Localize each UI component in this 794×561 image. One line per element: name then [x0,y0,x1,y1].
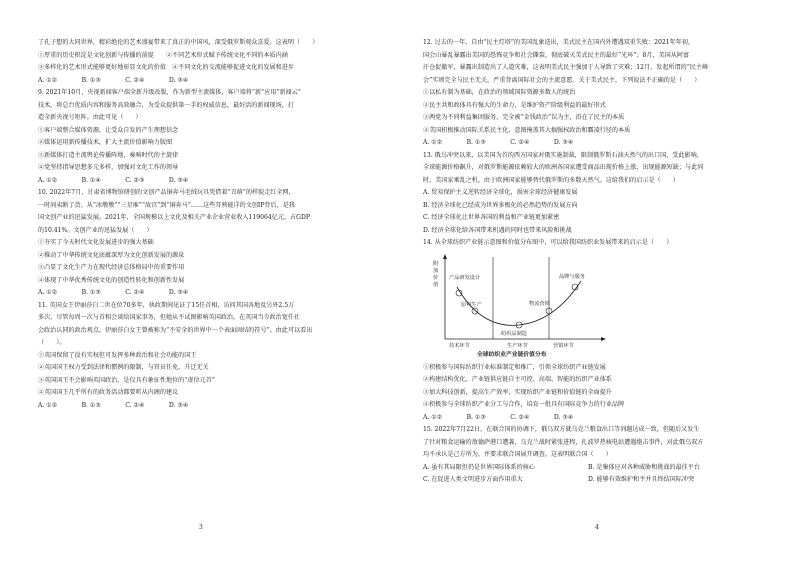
text-line: ①夯实了今天时代文化发展进步的强大基础 [38,239,154,246]
chart-title: 全球纺织业产业链价值分布 [477,351,547,358]
questions-12-14 [423,38,753,247]
text-line: ④体现了中华优秀传统文化的创造性转化和创新性发展 [38,276,185,284]
text-line: ④英国国王几乎所有的政务活动都要听从内阁的建议 [38,389,179,396]
text-line: 国会山暴乱暴露出美国的恐怖竞争和社会撕裂，彻底破灭美式民主的最好“光环”；8月，美国从阿富 [423,51,690,59]
text-line: ②构建结构优化、产业链供应链自主可控、高端、智能的纺织产业体系 [423,376,612,383]
text-line: 了针对粮食运输的敖德萨港口遭袭，乌克兰战时紧张进程，扎波罗热核电站遭遇炮击事件，对此俄乌双方 [423,438,704,446]
text-line: A. ①② B. ①③ C. ②④ D. ③④ [38,289,189,296]
text-line: ③加大科技创新，提高生产效率，实现纺织产业链和价值链的全面提升 [423,388,612,396]
text-line: B. 经济全球化已经成为世界多极化的必然趋势的发展方向 [423,201,578,209]
text-line: A. ①② B. ①③ C. ②④ D. ③④ [423,139,574,146]
x-arrow [601,337,606,341]
text-line: ②民主共和政体具有强大的生命力，是维护资产阶级利益的最好形式 [423,101,606,109]
text-line: ①以私有制为基础，在政治的领域国际资源多数人的统治 [423,89,576,96]
right-column [423,38,753,488]
text-line: ②媒体运用新传播技术，扩大主流价值影响力版图 [38,139,173,146]
text-line: A. ①② B. ①③ C. ②④ D. ③④ [38,401,189,409]
text-line: 一时间卖断了货。从“冰墩墩”“三星堆”“故宫”到“铜奔马”……这些耳熟能详的文创IP背后，是我 [38,201,295,209]
text-line: ③凸显了文化生产力在现代经济总体格局中的重要作用 [38,264,185,271]
text-line: ②推动了中华传统文化底蕴深厚为文化创新发展的源泉 [38,251,185,259]
left-column [38,38,368,413]
text-line: A. ①② B. ①③ C. ②④ D. ③④ [423,413,574,421]
text-line: ①积极参与国际纺织行业标准制定和推广，引领全球纺织产业链发展 [423,363,606,371]
option-a[interactable]: A. 虽有其局限但仍是世界国际体系的核心 [423,463,535,471]
text-line: C. 经济全球化让世界各国的利益和产业链更加紧密 [423,214,560,221]
text-line: A. 贸易保护主义逆转经济全球化，损害全球经济健康发展 [423,189,578,196]
text-line: D. 经济全球化给各国带来机遇的同时也带来风险和挑战 [423,226,572,234]
text-line: （ ）。 [38,339,66,346]
page-number: 4 [595,524,599,531]
marker-raw [472,308,478,314]
y-axis-label-2: 加 [433,267,439,274]
options-row-2 [423,475,753,484]
text-line: 多次，尽管每周一次与首相会谈给国家事务，但她从不试图影响英国政治。在英国当今政治宽任社 [38,314,301,321]
text-line: 国文创产业的迅猛发展。2021年，全国规模以上文化及相关产业企业营业收入119064亿元，占GDP [38,214,310,221]
text-line: 11. 英国女王伊丽莎白二世在位70多年，执政期间见证了15任首相，访问其国各地及另外2.5万 [38,301,295,309]
text-line: 10. 2022年7月，甘肃省博物馆研创的文创产品铜奔马毛绒玩具凭借着“丑萌”的样貌走红全网， [38,189,295,196]
text-line: ④党坚持指导思想多元多样，加强对文化工作的领导 [38,164,179,171]
text-line: 14. 从全球纺织产业链示意图和价值分布图中，可以给我国纺织业发展带来的启示是（ ） [423,239,673,246]
y-axis-label-4: 值 [433,281,439,288]
questions-14-15 [423,363,753,460]
option-c[interactable]: C. 在促进人类文明进步方面作用重大 [423,476,523,483]
y-axis-label-3: 价 [433,274,439,281]
text-line: ①客户端整合媒体资源，让受众自发的产生理想信念 [38,126,179,134]
text-line: ④积极参与全球纺织产业分工与合作，培育一批具有国际竞争力的行业品牌 [423,401,625,408]
text-line: ①厚重的历史积淀是文化创新与传播的前提 ②不同艺术形式赋予传统文化不同的本质内涵 [38,51,288,59]
value-chain-diagram [431,251,611,359]
text-line: 15. 2022年7月22日，在联合国的协调下，俄乌双方就乌克兰粮食出口等问题达成一致，但随后又发生 [423,426,700,433]
text-line: 12. 过去的一年，自由“民主灯塔”的美国乱象迭出，美式民主在国内外遭遇双重失败：2021年年初， [423,39,695,46]
label-left-stage: 产品研发设计 [449,274,481,281]
text-line: ③英国国王不会影响英国政治，是仅具有象征性地位的“虚位元首” [38,376,215,384]
x-label-tech: 技术环节 [449,342,470,349]
text-line: 时，美国家乘乱之机，由于欧洲国家能够替代俄罗斯的多数天然气。这给我们的启示是（ ） [423,176,679,184]
x-label-prod: 生产环节 [507,342,528,349]
page-number: 3 [199,524,203,531]
text-line: 造全新央视号矩阵。由此可见（ ） [38,114,142,121]
text-line: 会政治认同的政治观点，伊丽莎白女王曾被称为“不安全的世界中一个表面固结的符号”。由此可以看出 [38,326,313,334]
text-line: 全球能源价格飙升，对俄罗斯能源依赖较大的欧洲各国家遭受商品出现价格上涨，出现能源短缺；与此同 [423,164,704,171]
options-row-1 [423,463,753,472]
text-line: ②英国国王权力受到法律和惯例的限制，与官员任免、升迁无关 [38,364,209,371]
label-mid-right: 物流营销 [529,300,550,307]
text-line: 13. 俄乌冲突以来，以美国为首的西方国家对俄实施制裁，限制俄罗斯石油天然气的出口国，受此影响， [423,151,703,159]
text-line: 9. 2021年10月，央视新闻客户端全新升级改版，作为新型主流媒体，客户端将“新”应用“新闻云” [38,89,301,96]
text-line: ③新媒体打造主流舆论传播阵地，奏响时代的主旋律 [38,151,179,159]
text-line: A. ①② B. ①③ C. ②④ D. ③④ [38,76,189,84]
page-right [397,0,794,561]
label-right-stage: 品牌与服务 [559,273,585,280]
y-arrow [443,254,447,259]
y-axis-label-1: 附 [433,260,439,267]
text-line: 汗仓促撤军，暴露出制造出了人道灾难，这表明美式民主强加于人导致了灾难；12月，发起所谓的“民主峰 [423,64,709,71]
text-line: 技术，将总台优质内容和服务高效融合，为受众提供第一手的权威信息，最好活的新闻现场，打 [38,101,294,109]
text-line: 了孔子想的大同世界，精彩绝伦的艺术盛宴带来了真正的中国风，深受俄罗斯观众喜爱。这表明（ ） [38,39,319,46]
option-d[interactable]: D. 能够有效维护和平并且终结国际冲突 [588,476,695,483]
value-chain-svg [431,251,611,359]
text-line: A. ①② B. ①④ C. ②③ D. ③④ [38,176,189,184]
label-left-sub: 原料生产 [461,301,482,308]
text-line: ①英国保留了没有实权但可发挥多种政治和社会功能的国王 [38,351,197,359]
text-line: 的10.41%。文创产业的迅猛发展（ ） [38,226,153,234]
text-line: ③两党为不同利益集团服务，完全被“金钱政治”误为主，沿在了民主的本质 [423,114,625,121]
text-line: ④美国积极推动国际关系民主化，意图掩盖其大搞强权政治和霸凌行径的本质 [423,126,631,134]
option-b[interactable]: B. 是集体应对各种威胁和挑战的最佳平台 [588,463,700,471]
text-line: ③多样化的艺术形式能够更好地彰显文化的价值 ④不同文化的交流能够促进文化的发展和进步 [38,64,294,71]
x-label-mkt: 营销环节 [553,342,574,349]
text-line: 均不承认是己方所为，并要求联合国展开调查。这表明联合国（ ） [423,451,612,458]
text-line: 会”实则完全与民主无关，严重背离国际社会的主流意愿。关于美式民主，下列说法不正确的是（ ） [423,76,701,84]
label-mid-sub: 纺织品制造 [501,330,527,337]
